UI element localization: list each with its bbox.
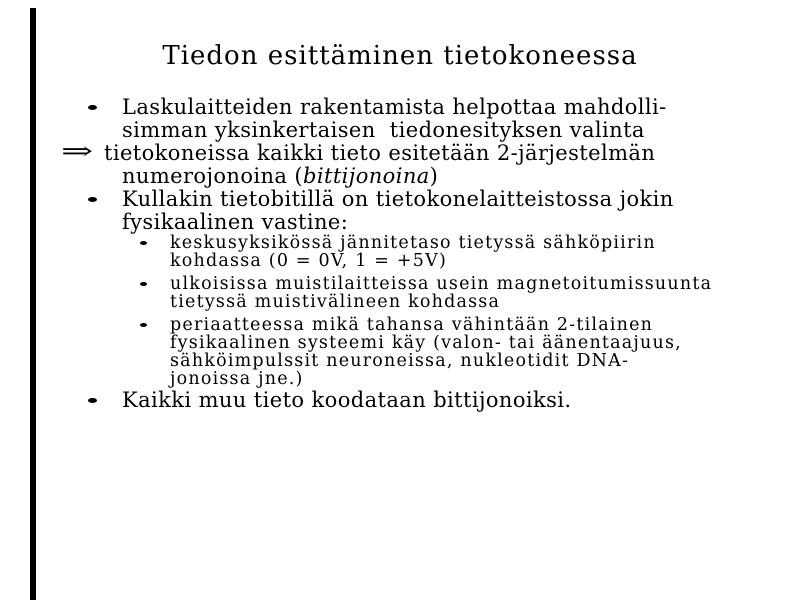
slide-title: Tiedon esittäminen tietokoneessa [162, 41, 638, 71]
bullet-icon [140, 323, 147, 327]
text-line [122, 165, 770, 188]
text-line: jonoissa jne.) [170, 369, 304, 389]
text-line: fysikaalinen systeemi käy (valon- tai äänentaajuus, [170, 333, 682, 353]
text-line: tietokoneissa kaikki tieto esitetään 2-järjestelmän [104, 141, 656, 165]
text-line: Kullakin tietobitillä on tietokonelaitteistossa jokin [122, 187, 674, 211]
text-line: ulkoisissa muistilaitteissa usein magnetoitumissuunta [170, 274, 713, 294]
slide-body [60, 96, 770, 412]
sub-bullet-item-1 [60, 234, 770, 270]
text-line: Kaikki muu tieto koodataan bittijonoiksi. [122, 388, 572, 412]
bullet-icon [88, 398, 97, 403]
implies-item [60, 137, 770, 188]
bullet-item-2 [60, 188, 770, 234]
bullet-item-1 [60, 96, 770, 142]
left-edge-scan-bar [30, 8, 36, 600]
text-line: tietyssä muistivälineen kohdassa [170, 292, 501, 312]
sub-bullet-item-3 [60, 316, 770, 388]
text-line: periaatteessa mikä tahansa vähintään 2-tilainen [170, 315, 654, 335]
text-segment: ) [429, 164, 439, 188]
bullet-icon [88, 197, 97, 202]
bullet-icon [88, 105, 97, 110]
text-line: keskusyksikössä jännitetaso tietyssä sähköpiirin [170, 233, 656, 253]
text-segment: numerojonoina ( [122, 164, 304, 188]
sub-bullet-item-2 [60, 275, 770, 311]
bullet-icon [140, 282, 147, 286]
text-line: sähköimpulssit neuroneissa, nukleotidit DNA- [170, 351, 630, 371]
text-line: kohdassa (0 = 0V, 1 = +5V) [170, 251, 447, 271]
implies-arrow-icon: ⇒ [61, 137, 94, 165]
bullet-item-3 [60, 389, 770, 412]
italic-term: bittijonoina [303, 164, 430, 188]
bullet-icon [140, 241, 147, 245]
text-line: Laskulaitteiden rakentamista helpottaa mahdolli- [122, 95, 667, 119]
text-line: fysikaalinen vastine: [122, 210, 349, 234]
text-line: simman yksinkertaisen tiedonesityksen valinta [122, 118, 645, 142]
